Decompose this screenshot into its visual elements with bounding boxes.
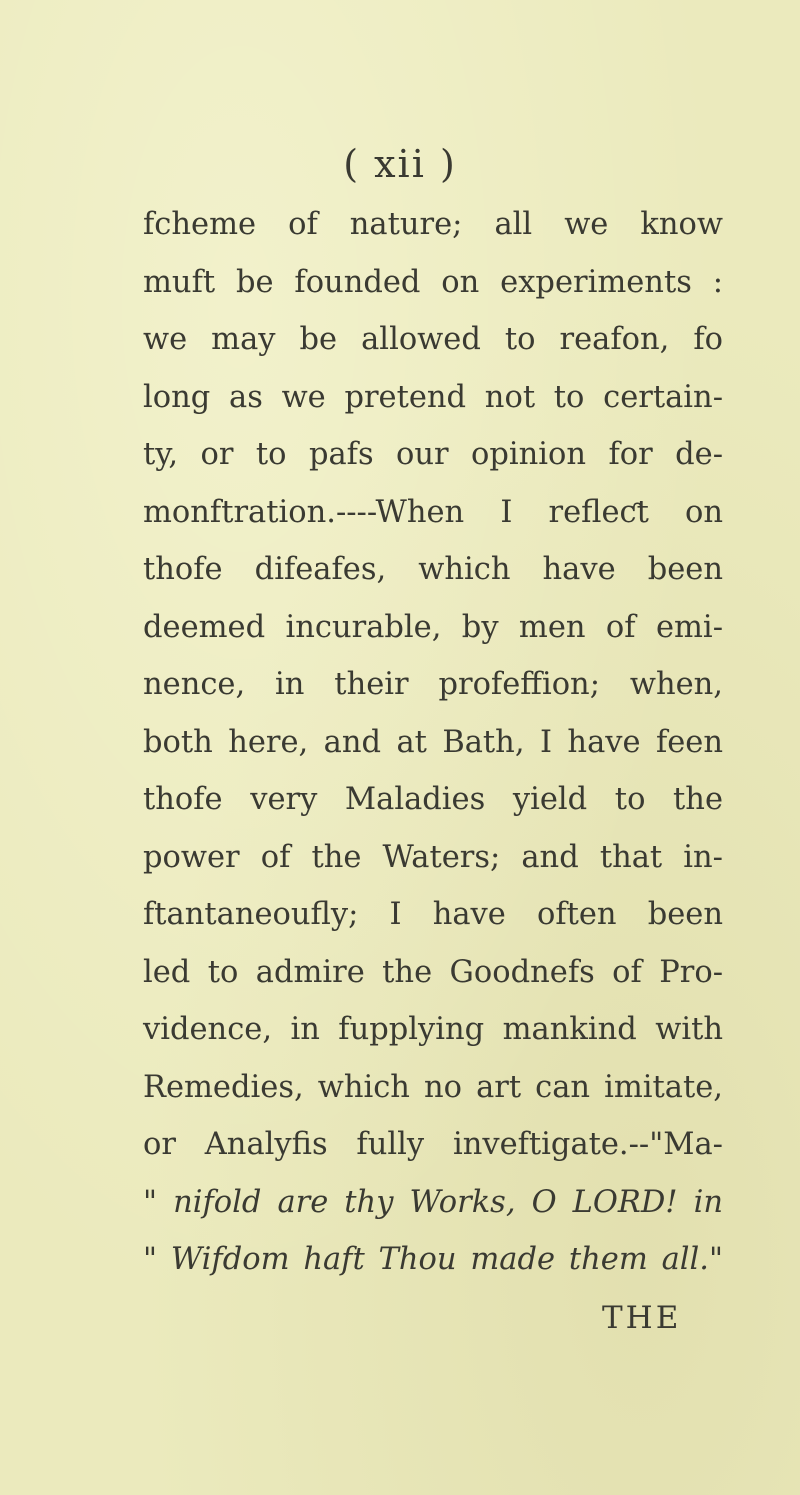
body-text: [143, 196, 723, 1289]
text-line: Remedies, which no art can imitate,: [143, 1069, 723, 1105]
page-number: ( xii ): [343, 142, 457, 186]
text-line: or Analyfis fully inveftigate.--"Ma-: [143, 1127, 723, 1162]
text-line: ftantaneoufly; I have often been: [143, 897, 723, 932]
text-line: thofe difeafes, which have been: [143, 552, 723, 587]
quotation-line: " nifold are thy Works, O LORD! in: [143, 1184, 723, 1220]
text-line: both here, and at Bath, I have feen: [143, 724, 723, 760]
text-line: nence, in their profeffion; when,: [143, 667, 723, 702]
text-line: we may be allowed to reafon, fo: [143, 322, 723, 357]
text-line: led to admire the Goodnefs of Pro-: [143, 954, 723, 990]
text-line: monftration.----When I refleƈt on: [143, 494, 723, 530]
text-line: fcheme of nature; all we know: [143, 207, 723, 242]
text-line: ty, or to pafs our opinion for de-: [143, 437, 723, 472]
text-line: vidence, in fupplying mankind with: [143, 1012, 723, 1047]
text-line: deemed incurable, by men of emi-: [143, 609, 723, 645]
text-line: power of the Waters; and that in-: [143, 839, 723, 875]
catchword: THE: [602, 1300, 682, 1336]
text-line: long as we pretend not to certain-: [143, 379, 723, 415]
text-line: thofe very Maladies yield to the: [143, 782, 723, 817]
quotation-line: " Wifdom haft Thou made them all.": [143, 1242, 723, 1277]
text-line: muft be founded on experiments :: [143, 264, 723, 300]
